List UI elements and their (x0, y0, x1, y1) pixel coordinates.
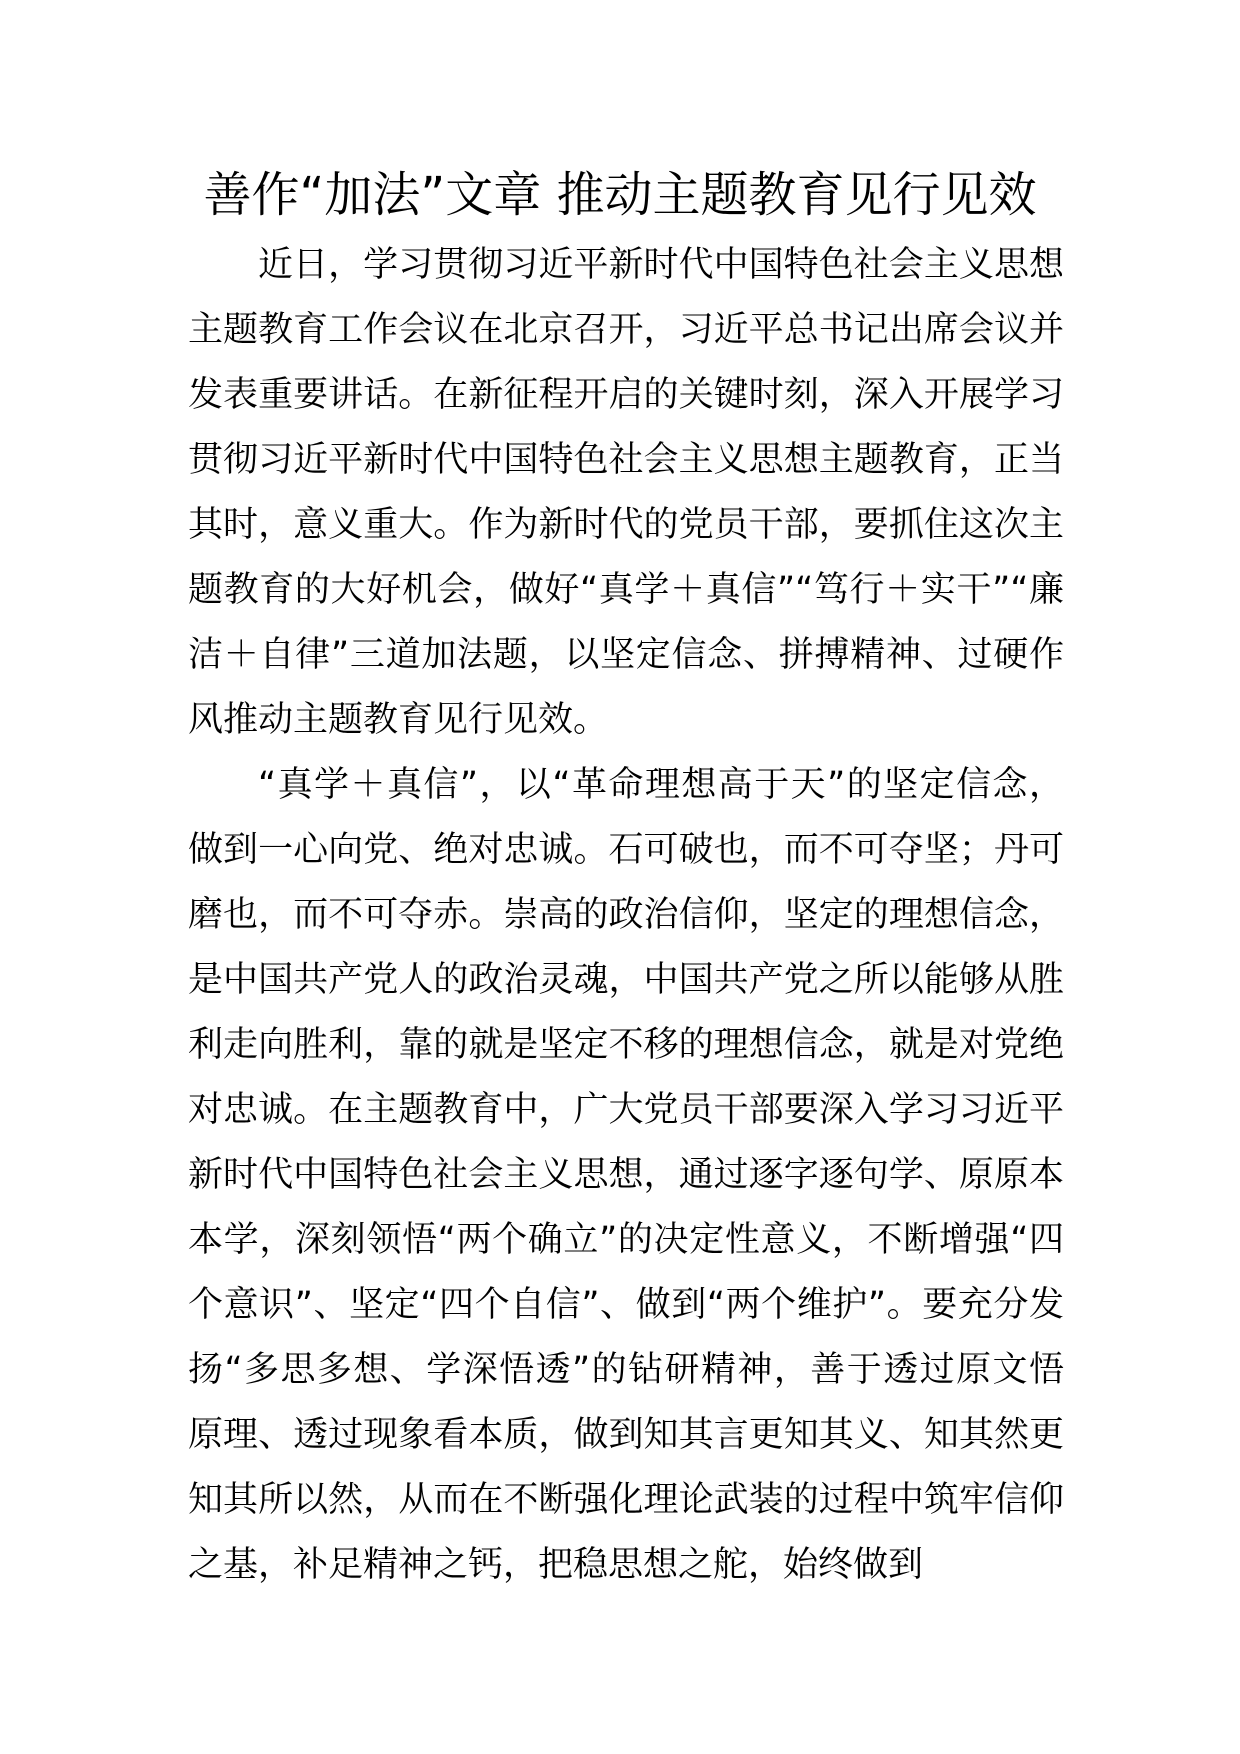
paragraph-true-study-true-belief: “真学＋真信”，以“革命理想高于天”的坚定信念，做到一心向党、绝对忠诚。石可破也，而不可夺坚；丹可磨也，而不可夺赤。崇高的政治信仰，坚定的理想信念，是中国共产党人的政治灵魂，中国共产党之所以能够从胜利走向胜利，靠的就是坚定不移的理想信念，就是对党绝对忠诚。在主题教育中，广大党员干部要深入学习习近平新时代中国特色社会主义思想，通过逐字逐句学、原原本本学，深刻领悟“两个确立”的决定性意义，不断增强“四个意识”、坚定“四个自信”、做到“两个维护”。要充分发扬“多思多想、学深悟透”的钻研精神，善于透过原文悟原理、透过现象看本质，做到知其言更知其义、知其然更知其所以然，从而在不断强化理论武装的过程中筑牢信仰之基，补足精神之钙，把稳思想之舵，始终做到 (188, 765, 1064, 1585)
paragraph-intro: 近日，学习贯彻习近平新时代中国特色社会主义思想主题教育工作会议在北京召开，习近平总书记出席会议并发表重要讲话。在新征程开启的关键时刻，深入开展学习贯彻习近平新时代中国特色社会主义思想主题教育，正当其时，意义重大。作为新时代的党员干部，要抓住这次主题教育的大好机会，做好“真学＋真信”“笃行＋实干”“廉洁＋自律”三道加法题，以坚定信念、拼搏精神、过硬作风推动主题教育见行见效。 (188, 245, 1064, 740)
document-body (188, 233, 1064, 1598)
document-title: 善作“加法”文章 推动主题教育见行见效 (203, 167, 1037, 223)
